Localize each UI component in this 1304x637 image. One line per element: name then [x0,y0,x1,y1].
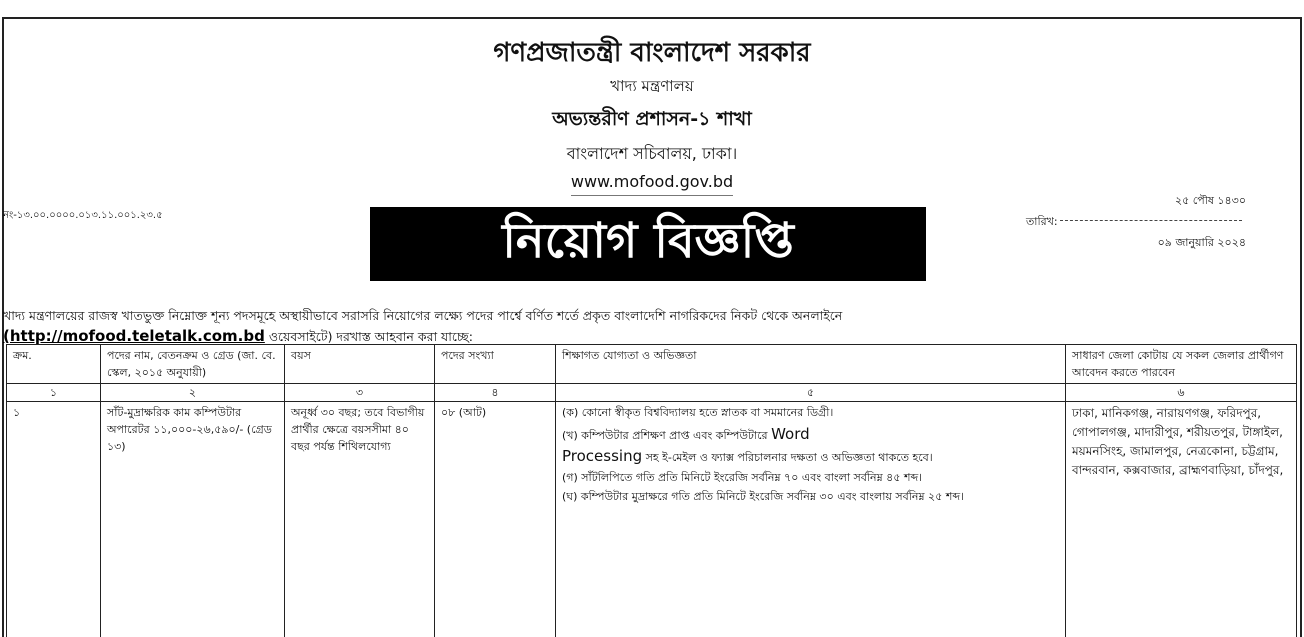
section-name: অভ্যন্তরীণ প্রশাসন-১ শাখা [552,108,752,130]
header-education: শিক্ষাগত যোগ্যতা ও অভিজ্ঞতা [556,345,1066,384]
website-url[interactable]: www.mofood.gov.bd [571,172,733,196]
row-serial: ১ [7,402,101,637]
intro-line-2-text: ওয়েবসাইটে) দরখাস্ত আহবান করা যাচ্ছে: [264,329,473,344]
header-serial: ক্রম. [7,345,101,384]
row-post: সাঁট-মুদ্রাক্ষরিক কাম কম্পিউটার অপারেটর ১১,০০০-২৬,৫৯০/- (গ্রেড ১৩) [101,402,285,637]
table-header-row [7,345,1297,384]
header-districts: সাধারণ জেলা কোটায় যে সকল জেলার প্রার্থীগণ আবেদন করতে পারবেন [1066,345,1297,384]
column-number: ২ [101,384,285,402]
date-english: ০৯ জানুয়ারি ২০২৪ [1157,236,1246,249]
ministry-name: খাদ্য মন্ত্রণালয় [610,77,694,95]
row-districts: ঢাকা, মানিকগঞ্জ, নারায়ণগঞ্জ, ফরিদপুর, গোপালগঞ্জ, মাদারীপুর, শরীয়তপুর, টাঙ্গাইল, ময়মনসিংহ, জামালপুর, নেত্রকোনা, চট্টগ্রাম, বান্দরবান, কক্সবাজার, ব্রাহ্মণবাড়িয়া, চাঁদপুর, [1066,402,1297,637]
column-number: ৪ [435,384,556,402]
vacancy-table [6,344,1297,637]
header-count: পদের সংখ্যা [435,345,556,384]
website-line [0,172,1304,196]
column-number: ৫ [556,384,1066,402]
table-row [7,402,1297,637]
column-number-row [7,384,1297,402]
recruitment-notice-banner: নিয়োগ বিজ্ঞপ্তি [370,207,926,281]
date-bangla: ২৫ পৌষ ১৪৩০ [1174,194,1246,207]
edu-item-b [562,423,1059,467]
edu-b-text-1: (খ) কম্পিউটার প্রশিক্ষণ প্রাপ্ত এবং কম্পিউটারে [562,429,768,442]
row-count: ০৮ (আট) [435,402,556,637]
row-age: অনূর্ধ্ব ৩০ বছর; তবে বিভাগীয় প্রার্থীর ক্ষেত্রে বয়সসীমা ৪০ বছর পর্যন্ত শিথিলযোগ্য [285,402,435,637]
edu-item-a: (ক) কোনো স্বীকৃত বিশ্ববিদ্যালয় হতে স্নাতক বা সমমানের ডিগ্রী। [562,406,834,419]
column-number: ৬ [1066,384,1297,402]
header-post: পদের নাম, বেতনক্রম ও গ্রেড (জা. বে. স্কেল, ২০১৫ অনুযায়ী) [101,345,285,384]
edu-b-processing: Processing [562,447,643,465]
row-education [556,402,1066,637]
application-link[interactable]: (http://mofood.teletalk.com.bd [3,327,265,345]
header-age: বয়স [285,345,435,384]
edu-b-text-2: সহ ই-মেইল ও ফ্যাক্স পরিচালনার দক্ষতা ও অভিজ্ঞতা থাকতে হবে। [645,451,933,464]
date-label: তারিখ: [1026,215,1058,228]
column-number: ৩ [285,384,435,402]
edu-b-word: Word [771,425,810,443]
intro-line-1: খাদ্য মন্ত্রণালয়ের রাজস্ব খাতভুক্ত নিম্নোক্ত শূন্য পদসমূহে অস্থায়ীভাবে সরাসরি নিয়োগের লক্ষ্যে পদের পার্শ্বে বর্ণিত শর্তে প্রকৃত বাংলাদেশি নাগরিকদের নিকট থেকে অনলাইনে [3,308,843,323]
edu-item-d: (ঘ) কম্পিউটার মুদ্রাক্ষরে গতি প্রতি মিনিটে ইংরেজি সর্বনিম্ন ৩০ এবং বাংলায় সর্বনিম্ন ২৫ শব্দ। [562,490,964,503]
government-title: গণপ্রজাতন্ত্রী বাংলাদেশ সরকার [493,38,811,68]
date-dash-line [1060,209,1242,221]
secretariat-address: বাংলাদেশ সচিবালয়, ঢাকা। [566,144,738,163]
intro-paragraph [3,306,1299,347]
column-number: ১ [7,384,101,402]
memo-number: নং-১৩.০০.০০০০.০১৩.১১.০০১.২৩.৫ [3,210,163,221]
edu-item-c: (গ) সাঁটলিপিতে গতি প্রতি মিনিটে ইংরেজি সর্বনিম্ন ৭০ এবং বাংলা সর্বনিম্ন ৪৫ শব্দ। [562,471,923,484]
